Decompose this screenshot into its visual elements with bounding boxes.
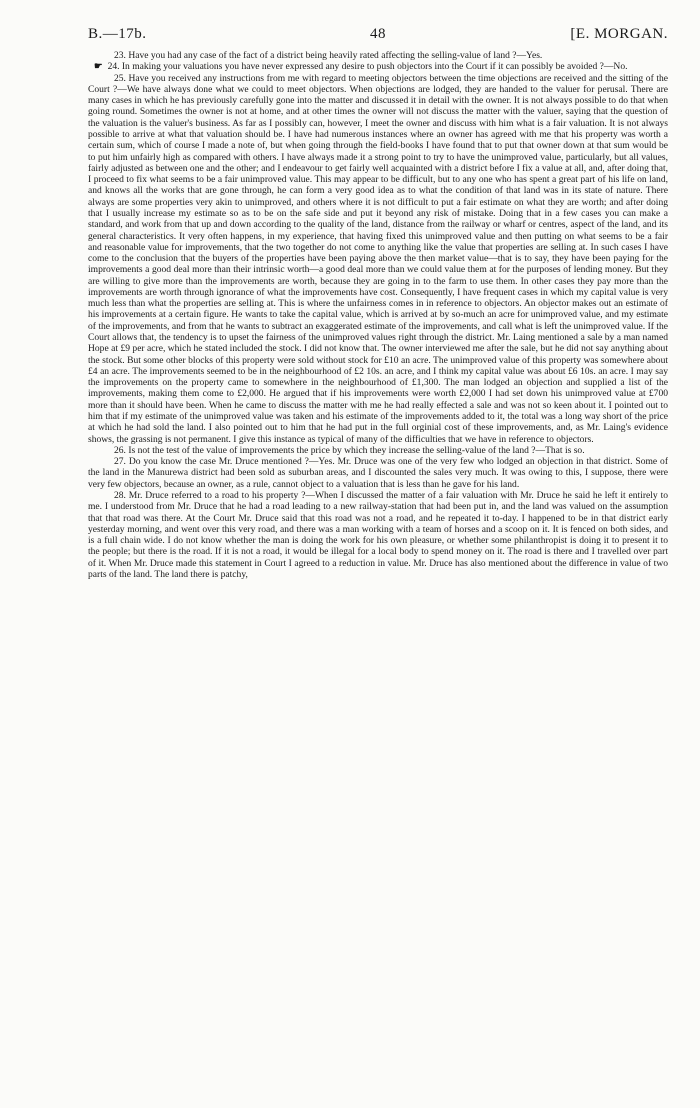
paragraph-28 <box>88 490 668 580</box>
paragraph-text: 27. Do you know the case Mr. Druce mentioned ?—Yes. Mr. Druce was one of the very few who lodged an objection in that district. Some of the land in the Manurewa district had been sold as suburban areas, and I discounted the sales very much. It was owing to this, I suppose, there were very few objectors, because an owner, as a rule, cannot object to a valuation that is less than he gave for his land. <box>88 456 668 490</box>
paragraph-text: 25. Have you received any instructions from me with regard to meeting objectors between the time objections are received and the sitting of the Court ?—We have always done what we could to meet objectors. When objections are lodged, they are handed to the valuer for perusal. There are many cases in which he has previously carefully gone into the matter and discussed it in detail with the owner. It is not always possible to do that when going round. Sometimes the owner is not at home, and at other times the owner will not discuss the matter with the valuer, saying that the question of the valuation is the valuer's business. As far as I possibly can, however, I meet the owner and discuss with him what is a fair valuation. It is not always possible to arrive at what that valuation should be. I have had numerous instances where an owner has agreed with me that his property was worth a certain sum, which of course I made a note of, but when going through the field-books I have found that to put that owner down at that sum would be to put him unfairly high as compared with others. I have always made it a strong point to try to have the unimproved value, particularly, but all values, fairly adjusted as between one and the other; and I endeavour to get fairly well acquainted with a district before I fix a value at all, and, after doing that, I proceed to fix what seems to be a fair unimproved value. This may appear to be difficult, but to any one who has spent a great part of his life on land, and knows all the works that are gone through, he can form a very good idea as to what the condition of that land was in its state of nature. There always are some properties very akin to unimproved, and others where it is not difficult to put a fair estimate on what they are worth; and after doing that I usually increase my estimate so as to be on the safe side and put it beyond any risk of mistake. Doing that in a few cases you can make a standard, and work from that up and down according to the quality of the land, distance from the railway or wharf or centres, aspect of the land, and its general characteristics. It very often happens, in my experience, that having fixed this unimproved value and then putting on what seems to be a fair and reasonable value for improvements, that the two together do not come to anything like the value that properties are selling at. In such cases I have come to the conclusion that the buyers of the properties have been paying above the then market value—that is to say, they have been paying for the improvements a good deal more than their intrinsic worth—a good deal more than we could value them at for the purposes of lending money. But they are willing to give more than the improvements are worth, because they are going in to the farm to use them. In other cases they pay more than the improvements are worth through ignorance of what the improvements have cost. Consequently, I have frequent cases in which my capital value is very much less than what the properties are selling at. This is where the unfairness comes in in reference to objectors. An objector makes out an estimate of his improvements at a certain figure. He wants to take the capital value, which is arrived at by so-much an acre for unimproved value, and my estimate of the improvements, and from that he wants to subtract an exaggerated estimate of the improvements, and call what is left the unimproved value. If the Court allows that, the tendency is to upset the fairness of the unimproved values right through the district. Mr. Laing mentioned a sale by a man named Hope at £9 per acre, which he stated included the stock. I did not know that. The owner interviewed me after the sale, but he did not say anything about the stock. But some other blocks of this property were sold without stock for £10 an acre. The unimproved value of this property was somewhere about £4 an acre. The improvements seemed to be in the neighbourhood of £2 10s. an acre, and I think my capital value was about £6 10s. an acre. I may say the improvements on the property came to somewhere in the neighbourhood of £1,300. The man lodged an objection and supplied a list of the improvements, making them come to £2,000. He argued that if his improvements were worth £2,000 I had set down his unimproved value at £700 more than it should have been. When he came to discuss the matter with me he had really effected a sale and was not so keen about it. I pointed out to him that if my estimate of the unimproved value was taken and his estimate of the improvements added to it, the total was a long way short of the price at which he had sold the land. I also pointed out to him that he had put in the full orginial cost of these improvements, and, as Mr. Laing's evidence shows, the grassing is not permanent. I give this instance as typical of many of the difficulties that we have in reference to objectors. <box>88 72 668 445</box>
paragraph-23 <box>88 50 668 61</box>
pointing-hand-icon: ☛ <box>94 61 102 73</box>
paragraph-text: 23. Have you had any case of the fact of a district being heavily rated affecting the selling-value of land ?—Yes. <box>114 50 543 61</box>
witness-name: [E. MORGAN. <box>570 26 668 42</box>
paragraph-26 <box>88 445 668 456</box>
paragraph-25 <box>88 73 668 445</box>
page-header <box>88 26 668 48</box>
paragraph-24 <box>88 61 668 72</box>
paragraph-text: 28. Mr. Druce referred to a road to his property ?—When I discussed the matter of a fair valuation with Mr. Druce he said he left it entirely to me. I understood from Mr. Druce that he had a road leading to a new railway-station that had been put in, and the land was valued on the assumption that that road was there. At the Court Mr. Druce said that this road was not a road, and he repeated it to-day. I happened to be in that district early yesterday morning, and went over this very road, and there was a man working with a team of horses and a scoop on it. It is fenced on both sides, and is a full chain wide. I do not know whether the man is doing the work for his own pleasure, or whether some philanthropist is doing it to present it to the people; but there is the road. If it is not a road, it would be illegal for a local body to spend money on it. The road is there and I travelled over part of it. When Mr. Druce made this statement in Court I agreed to a reduction in value. Mr. Druce has also mentioned about the difference in value of two parts of the land. The land there is patchy, <box>88 489 668 580</box>
paragraph-text: 24. In making your valuations you have never expressed any desire to push objectors into the Court if it can possibly be avoided ?—No. <box>107 61 628 73</box>
paragraph-text: 26. Is not the test of the value of improvements the price by which they increase the selling-value of the land ?—That is so. <box>114 444 585 456</box>
page-number: 48 <box>370 26 386 42</box>
page-body <box>88 50 668 1100</box>
paragraph-27 <box>88 456 668 490</box>
report-reference: B.—17b. <box>88 26 147 42</box>
